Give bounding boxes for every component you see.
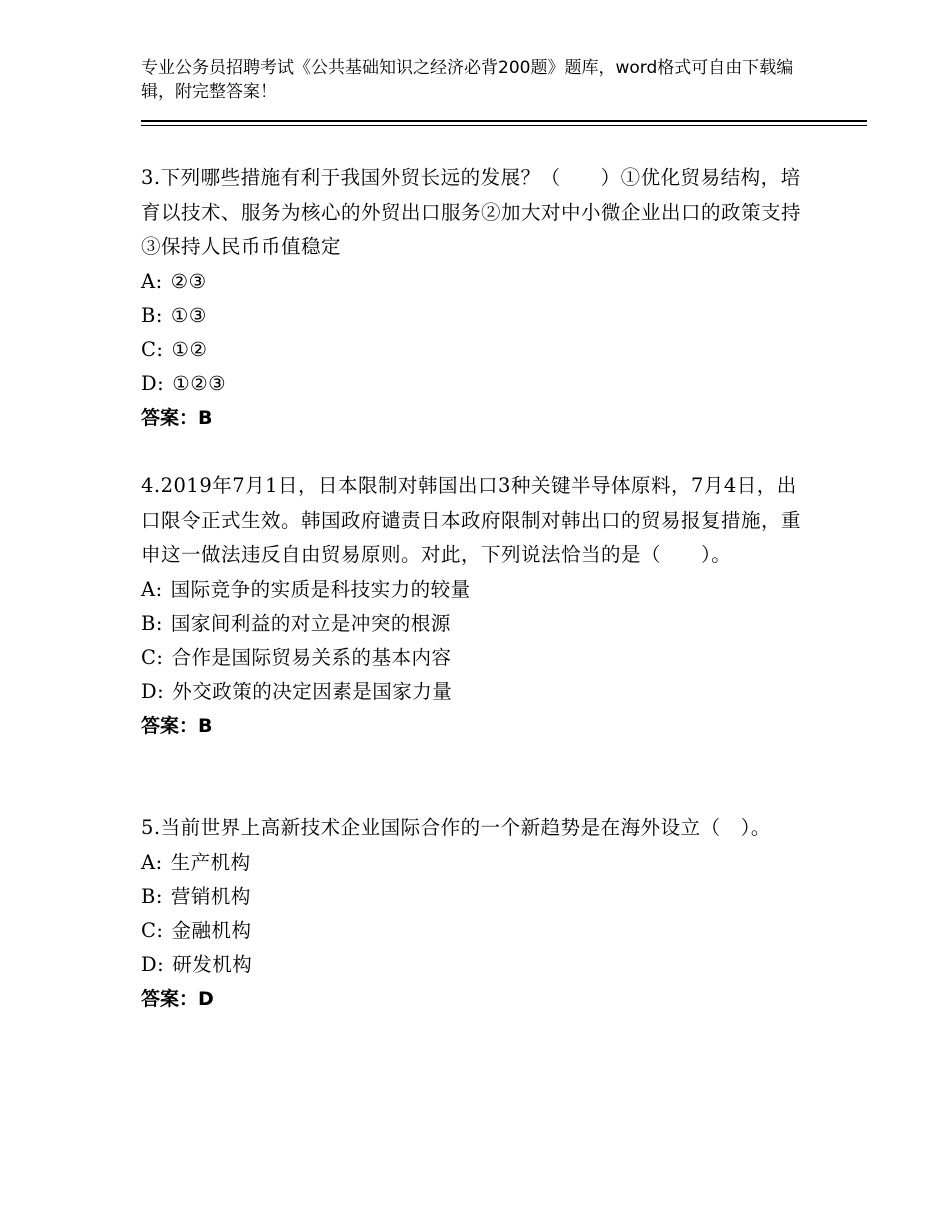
option-key: B bbox=[141, 884, 156, 908]
option-key: C bbox=[141, 337, 157, 361]
header-text: 专业公务员招聘考试《公共基础知识之经济必背200题》题库，word格式可自由下载编辑，附完整答案！ bbox=[141, 58, 794, 102]
option-separator: : bbox=[155, 884, 163, 908]
option-text: 国际竞争的实质是科技实力的较量 bbox=[170, 577, 471, 601]
document-header bbox=[141, 56, 811, 104]
option-separator: : bbox=[155, 269, 163, 293]
question-text: 5.当前世界上高新技术企业国际合作的一个新趋势是在海外设立（ ）。 bbox=[141, 816, 771, 839]
option-separator: : bbox=[157, 372, 165, 396]
option-text: 研发机构 bbox=[172, 953, 253, 977]
option-key: A bbox=[141, 269, 156, 293]
option-separator: : bbox=[157, 953, 165, 977]
option-key: D bbox=[141, 680, 158, 704]
option-key: A bbox=[141, 850, 156, 874]
option-text: 金融机构 bbox=[171, 918, 252, 942]
option-a bbox=[141, 265, 811, 299]
option-separator: : bbox=[155, 303, 163, 327]
option-b bbox=[141, 607, 811, 641]
option-text: 国家间利益的对立是冲突的根源 bbox=[170, 611, 451, 635]
question-block bbox=[141, 811, 811, 1016]
option-c bbox=[141, 641, 811, 675]
option-key: D bbox=[141, 372, 158, 396]
option-b bbox=[141, 299, 811, 333]
option-key: D bbox=[141, 953, 158, 977]
question-block bbox=[141, 161, 811, 435]
option-text: 营销机构 bbox=[170, 884, 251, 908]
option-d bbox=[141, 675, 811, 709]
option-separator: : bbox=[157, 680, 165, 704]
option-separator: : bbox=[155, 577, 163, 601]
option-key: A bbox=[141, 577, 156, 601]
option-separator: : bbox=[155, 850, 163, 874]
option-text: 生产机构 bbox=[170, 850, 251, 874]
option-separator: : bbox=[156, 337, 164, 361]
option-a bbox=[141, 573, 811, 607]
question-block bbox=[141, 469, 811, 743]
option-key: B bbox=[141, 303, 156, 327]
option-a bbox=[141, 846, 811, 880]
question-text: 3.下列哪些措施有利于我国外贸长远的发展？（ ）①优化贸易结构，培育以技术、服务为核心的外贸出口服务②加大对中小微企业出口的政策支持③保持人民币币值稳定 bbox=[141, 166, 802, 258]
option-c bbox=[141, 914, 811, 948]
header-divider bbox=[141, 120, 867, 126]
option-key: C bbox=[141, 918, 157, 942]
option-d bbox=[141, 948, 811, 982]
answer-text: 答案：D bbox=[141, 988, 214, 1011]
answer-text: 答案：B bbox=[141, 407, 213, 430]
option-text: ①③ bbox=[170, 303, 207, 327]
option-text: ①② bbox=[171, 337, 208, 361]
option-d bbox=[141, 367, 811, 401]
option-text: 外交政策的决定因素是国家力量 bbox=[172, 680, 453, 704]
option-key: C bbox=[141, 645, 157, 669]
option-separator: : bbox=[156, 918, 164, 942]
option-text: 合作是国际贸易关系的基本内容 bbox=[171, 645, 452, 669]
answer-text: 答案：B bbox=[141, 715, 213, 738]
option-key: B bbox=[141, 611, 156, 635]
option-text: ②③ bbox=[170, 269, 207, 293]
option-text: ①②③ bbox=[172, 372, 227, 396]
question-text: 4.2019年7月1日，日本限制对韩国出口3种关键半导体原料，7月4日，出口限令正式生效。韩国政府谴责日本政府限制对韩出口的贸易报复措施，重申这一做法违反自由贸易原则。对此，下列说法恰当的是（ ）。 bbox=[141, 474, 802, 566]
option-separator: : bbox=[155, 611, 163, 635]
option-c bbox=[141, 333, 811, 367]
option-separator: : bbox=[156, 645, 164, 669]
option-b bbox=[141, 880, 811, 914]
